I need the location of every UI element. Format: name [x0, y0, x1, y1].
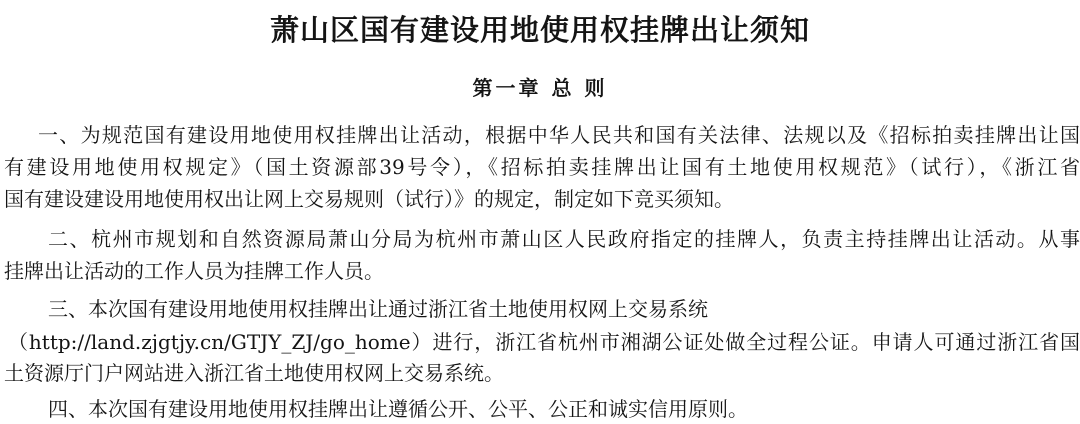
document-title: 萧山区国有建设用地使用权挂牌出让须知 — [269, 13, 810, 47]
paragraph-4-line-1: 四、本次国有建设用地使用权挂牌出让遵循公开、公平、公正和诚实信用原则。 — [48, 397, 748, 421]
chapter-heading: 第一章 总 则 — [472, 76, 608, 100]
paragraph-3-line-3: 土资源厅门户网站进入浙江省土地使用权网上交易系统。 — [4, 361, 504, 385]
paragraph-2-line-2: 挂牌出让活动的工作人员为挂牌工作人员。 — [4, 259, 384, 283]
paragraph-1-line-3: 国有建设建设用地使用权出让网上交易规则（试行）》的规定，制定如下竞买须知。 — [4, 187, 734, 211]
paragraph-3-line-2: （http://land.zjgtjy.cn/GTJY_ZJ/go_home）进行，浙江省杭州市湘湖公证处做全过程公证。申请人可通过浙江省国 — [8, 330, 1080, 354]
paragraph-1-line-2: 有建设用地使用权规定》（国土资源部39号令），《招标拍卖挂牌出让国有土地使用权规范》（试行），《浙江省 — [4, 155, 1080, 179]
paragraph-2-line-1: 二、杭州市规划和自然资源局萧山分局为杭州市萧山区人民政府指定的挂牌人，负责主持挂牌出让活动。从事 — [48, 227, 1080, 251]
paragraph-1-line-1: 一、为规范国有建设用地使用权挂牌出让活动，根据中华人民共和国有关法律、法规以及《招标拍卖挂牌出让国 — [38, 123, 1080, 147]
paragraph-3-line-1: 三、本次国有建设用地使用权挂牌出让通过浙江省土地使用权网上交易系统 — [48, 297, 708, 321]
